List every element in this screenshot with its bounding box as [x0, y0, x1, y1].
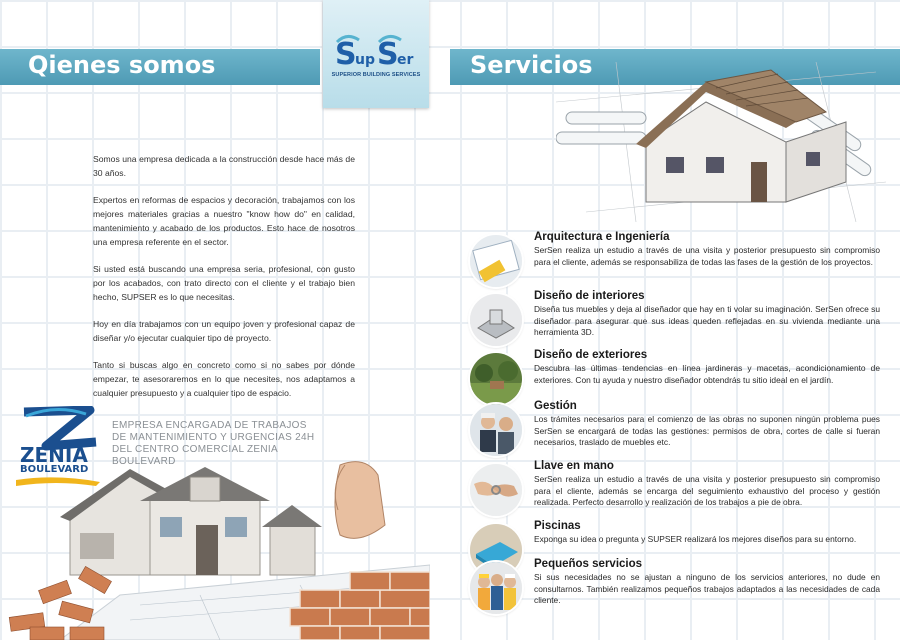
service-description: Los trámites necesarios para el comienzo de las obras no suponen ningún problema pues SerSen se encargará de todas las gestiones: permisos de obra, cortes de calle si fueran necesarios, traslado de muebles etc. [534, 414, 880, 448]
service-title: Llave en mano [534, 460, 614, 472]
service-description: Diseña tus muebles y deja al diseñador que hay en ti volar su imaginación. SerSen ofrece su diseñador para asegurar que sus ideas queden reflejadas en su vivienda mediante una herramienta 3D. [534, 304, 880, 338]
people-icon [470, 404, 522, 456]
service-item [470, 558, 880, 618]
about-paragraph: Hoy en día trabajamos con un equipo joven y profesional capaz de diseñar y/o ejecutar cualquier tipo de proyecto. [93, 319, 355, 343]
service-title: Diseño de exteriores [534, 349, 648, 361]
logo-letters-up: up [355, 52, 375, 68]
service-item [470, 231, 880, 291]
logo-letters-er: er [397, 52, 414, 68]
service-title: Piscinas [534, 520, 581, 532]
section-title-services: Servicios [470, 51, 593, 79]
service-title: Gestión [534, 400, 577, 412]
blueprint-icon [470, 235, 522, 287]
service-title: Arquitectura e Ingeniería [534, 231, 670, 243]
workers-icon [470, 562, 522, 614]
zenia-logo-line1: ZENIA [20, 443, 88, 467]
service-title: Pequeños servicios [534, 558, 643, 570]
about-paragraph: Expertos en reformas de espacios y decoración, trabajamos con los mejores materiales gracias a nuestro "know how do" en calidad, mantenimiento y acabado de los productos. Esto hace de nosotros una empresa referente en el sector. [93, 195, 355, 247]
about-paragraph: Si usted está buscando una empresa seria, profesional, con gusto por los acabados, con trato directo con el cliente y el trabajo bien hecho, SUPSER es lo que necesitas. [93, 264, 355, 302]
supser-logo [323, 0, 429, 108]
supser-logo-mark [333, 32, 419, 72]
garden-icon [470, 353, 522, 405]
zenia-description: EMPRESA ENCARGADA DE TRABAJOS DE MANTENIMIENTO Y URGENCIAS 24H DEL CENTRO COMERCIAL ZENIA BOULEVARD [112, 420, 315, 467]
service-description: Descubra las últimas tendencias en línea jardineras y macetas, acondicionamiento de exteriores. Con tu ayuda y nuestro diseñador obtendrás tu sitio ideal en el jardín. [534, 363, 880, 385]
service-description: SerSen realiza un estudio a través de una visita y posterior presupuesto sin compromiso para el cliente, además se encarga del seguimiento exhaustivo del proceso y gestión realizada. Perfecto desarrollo y realización de los trabajos a pie de obra. [534, 474, 880, 508]
interior-icon [470, 294, 522, 346]
service-item [470, 290, 880, 350]
about-paragraph: Tanto si buscas algo en concreto como si no sabes por dónde empezar, te asesoraremos en lo que necesites, nos adaptamos a cualquier presupuesto y a cualquier tipo de espacio. [93, 360, 355, 398]
logo-subtitle: SUPERIOR BUILDING SERVICES [331, 72, 421, 78]
logo-letter-s2: S [377, 37, 399, 72]
service-item [470, 460, 880, 520]
header-band-left [0, 49, 320, 85]
key-icon [470, 464, 522, 516]
house-sketch-illustration [556, 62, 886, 222]
zenia-logo-line2: BOULEVARD [20, 464, 89, 475]
service-description: Si sus necesidades no se ajustan a ninguno de los servicios anteriores, no dude en consultarnos. También realizamos pequeños trabajos adaptados a las necesidades de cada cliente. [534, 572, 880, 606]
service-item [470, 400, 880, 460]
section-title-about: Qienes somos [28, 51, 216, 79]
house-bricks-illustration [0, 455, 430, 640]
logo-letter-s1: S [335, 37, 357, 72]
about-text [93, 152, 355, 413]
service-description: SerSen realiza un estudio a través de una visita y posterior presupuesto sin compromiso para el cliente, además se responsabiliza de todas las fases de la gestión de los proyectos. [534, 245, 880, 267]
about-paragraph: Somos una empresa dedicada a la construcción desde hace más de 30 años. [93, 154, 355, 178]
service-description: Exponga su idea o pregunta y SUPSER realizará los mejores diseños para su entorno. [534, 534, 857, 544]
service-title: Diseño de interiores [534, 290, 645, 302]
